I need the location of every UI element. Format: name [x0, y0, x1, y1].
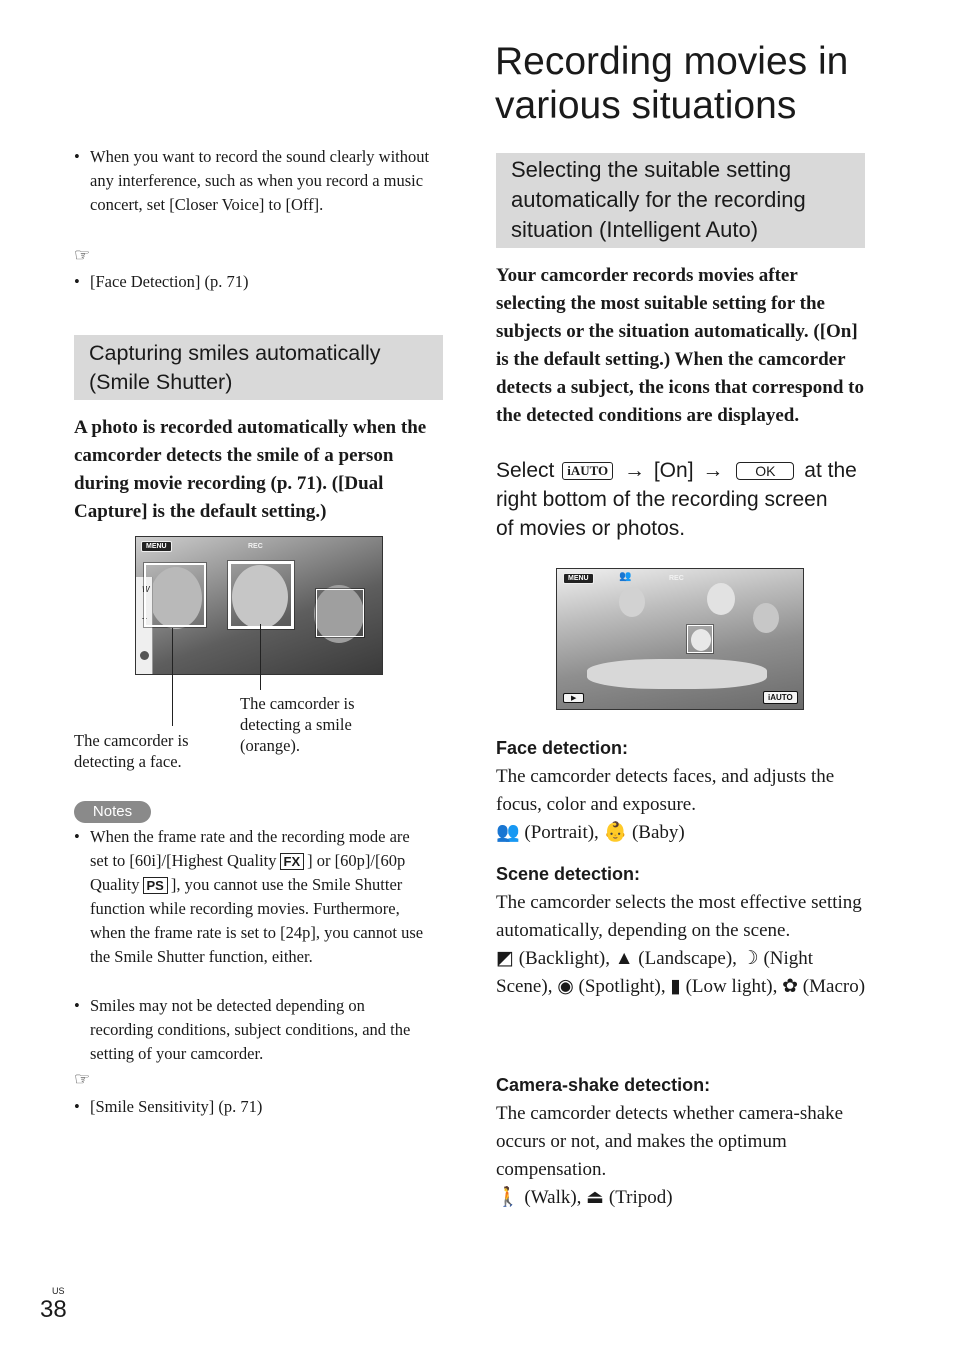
- select-word: Select: [496, 459, 555, 482]
- camera-shake-desc: The camcorder detects whether camera-shake occurs or not, and makes the optimum compensation.: [496, 1103, 844, 1180]
- face-detection-frame: [144, 563, 206, 627]
- ps-mode-icon: PS: [143, 877, 168, 894]
- ia-heading-line2: automatically for the recording: [511, 187, 806, 212]
- intelligent-auto-heading: [496, 153, 865, 248]
- smile-caption-leader: [260, 624, 261, 690]
- rec-indicator: REC: [248, 543, 263, 550]
- face-detection-frame: [687, 625, 713, 653]
- smile-shutter-heading: [74, 335, 443, 400]
- bullet-dot: •: [74, 272, 80, 291]
- sound-bullet: [74, 145, 434, 217]
- note1-part2: ] or [60p]/[60p Quality: [90, 851, 406, 894]
- select-line1: [496, 456, 866, 485]
- select-instruction: [496, 456, 866, 543]
- region-label: US: [52, 1286, 65, 1296]
- zoom-w-label: W: [142, 585, 150, 594]
- iauto-indicator-icon[interactable]: iAUTO: [763, 691, 798, 704]
- zoom-t-label: T: [142, 617, 147, 626]
- camera-shake-heading: Camera-shake detection:: [496, 1075, 711, 1095]
- smile-caption: The camcorder is detecting a smile (orange).: [240, 694, 355, 755]
- note1-part1: When the frame rate and the recording mode are set to [60i]/[Highest Quality: [90, 827, 410, 870]
- fx-mode-icon: FX: [280, 853, 305, 870]
- table-surface: [587, 659, 767, 689]
- menu-button[interactable]: MENU: [563, 573, 594, 584]
- smile-detection-frame: [228, 561, 294, 629]
- face-caption-leader: [172, 628, 173, 726]
- page-number: 38: [40, 1296, 67, 1323]
- bullet-dot: •: [74, 1097, 80, 1116]
- ok-button[interactable]: OK: [736, 462, 794, 480]
- note-smile-detect: [74, 994, 426, 1066]
- record-dot-icon[interactable]: [140, 651, 149, 660]
- camera-shake-text: [496, 1100, 866, 1212]
- select-rest: at the: [804, 459, 857, 482]
- bullet-dot: •: [74, 996, 80, 1015]
- face-detection-frame-2: [316, 589, 364, 637]
- face-caption: The camcorder is detecting a face.: [74, 731, 189, 771]
- page-title: [495, 40, 848, 128]
- sound-bullet-text: When you want to record the sound clearly without any interference, such as when you record a music concert, set [Closer Voice] to [Off].: [90, 147, 430, 214]
- smile-intro: A photo is recorded automatically when the camcorder detects the smile of a person during movie recording (p. 71). ([Dual Capture] is the default setting.): [74, 417, 427, 522]
- arrow-icon: →: [702, 459, 724, 482]
- person-face-2: [707, 583, 735, 615]
- ia-heading-line1: Selecting the suitable setting: [511, 157, 792, 182]
- portrait-indicator-icon: 👥: [619, 571, 632, 582]
- note-frame-rate: [74, 825, 426, 969]
- ref-bullet-smile-sensitivity: [74, 1095, 434, 1119]
- menu-button[interactable]: MENU: [141, 541, 172, 552]
- bullet-dot: •: [74, 147, 80, 166]
- page-title-line1: Recording movies in: [495, 40, 849, 83]
- on-option[interactable]: [On]: [653, 459, 694, 482]
- page-title-line2: various situations: [495, 84, 797, 127]
- smile-heading-line2: (Smile Shutter): [89, 370, 233, 394]
- note1-part3: ], you cannot use the Smile Shutter function while recording movies. Furthermore, when the frame rate is set to [24p], you cannot use the Smile Shutter function, either.: [90, 875, 424, 966]
- face-detection-icons: 👥 (Portrait), 👶 (Baby): [496, 822, 685, 843]
- scene-detection-text: [496, 889, 866, 1001]
- hint-icon-2: ☞: [74, 1069, 91, 1089]
- intelligent-auto-screen: [556, 568, 804, 710]
- bullet-dot: •: [74, 827, 80, 846]
- person-face-1: [619, 587, 645, 617]
- note-frame-rate-text: [90, 825, 426, 969]
- ref-face-detection: [Face Detection] (p. 71): [90, 272, 249, 291]
- face-detection-heading: Face detection:: [496, 738, 629, 758]
- scene-detection-heading: Scene detection:: [496, 864, 641, 884]
- camera-shake-icons: 🚶 (Walk), ⏏ (Tripod): [496, 1187, 673, 1208]
- iauto-icon[interactable]: iAUTO: [562, 462, 613, 480]
- scene-detection-desc: The camcorder selects the most effective setting automatically, depending on the scene.: [496, 892, 862, 941]
- person-face-3: [753, 603, 779, 633]
- playback-button[interactable]: ▶: [563, 693, 584, 703]
- notes-badge: Notes: [74, 801, 151, 823]
- select-line3: of movies or photos.: [496, 517, 686, 540]
- ia-heading-line3: situation (Intelligent Auto): [511, 217, 759, 242]
- hint-icon: ☞: [74, 245, 91, 265]
- ia-intro: Your camcorder records movies after selecting the most suitable setting for the subjects or the situation automatically. ([On] is the default setting.) When the camcorder detects a subject, the icons that correspond to the detected conditions are displayed.: [496, 265, 864, 426]
- face-detection-text: [496, 763, 866, 847]
- smile-heading-line1: Capturing smiles automatically: [89, 341, 381, 365]
- ref-bullet-face-detection: [74, 270, 434, 294]
- rec-indicator: REC: [669, 575, 684, 582]
- select-line2: right bottom of the recording screen: [496, 488, 828, 511]
- arrow-icon: →: [624, 459, 645, 482]
- scene-detection-icons: ◩ (Backlight), ▲ (Landscape), ☽ (Night Scene), ◉ (Spotlight), ▮ (Low light), ✿ (Macro): [496, 948, 866, 997]
- face-detection-desc: The camcorder detects faces, and adjusts the focus, color and exposure.: [496, 766, 835, 815]
- ref-smile-sensitivity: [Smile Sensitivity] (p. 71): [90, 1097, 263, 1116]
- note-smile-detect-text: Smiles may not be detected depending on recording conditions, subject conditions, and the setting of your camcorder.: [90, 996, 411, 1063]
